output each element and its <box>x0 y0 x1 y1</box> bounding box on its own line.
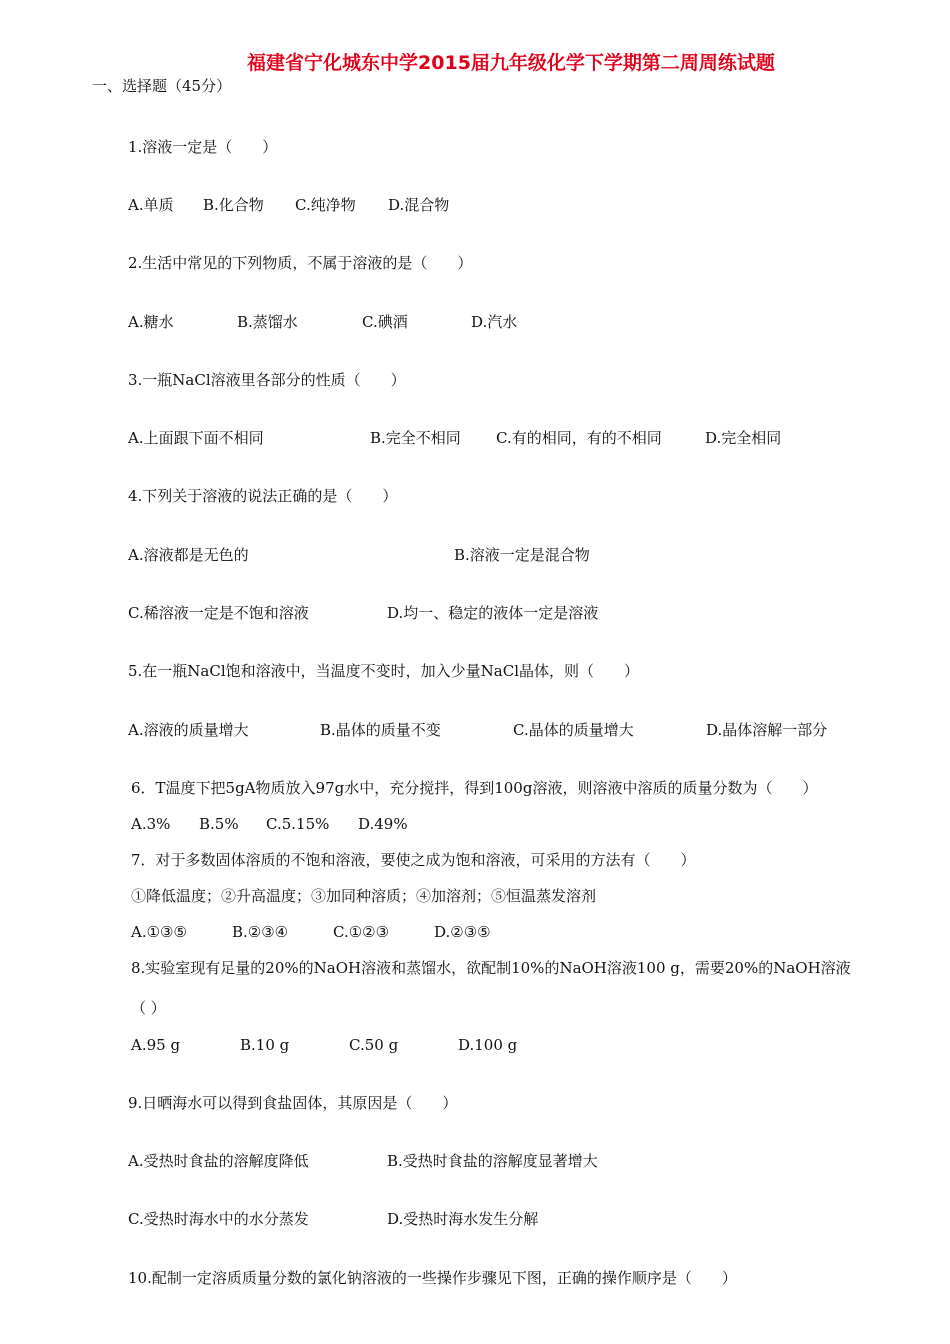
document-title: 福建省宁化城东中学2015届九年级化学下学期第二周周练试题 <box>247 52 775 74</box>
question-2-stem: 2.生活中常见的下列物质，不属于溶液的是（ ） <box>128 254 473 272</box>
question-7-option-c: C.①②③ <box>333 923 390 941</box>
question-2-option-a: A.糖水 <box>128 313 174 331</box>
question-3-option-b: B.完全不相同 <box>370 429 461 447</box>
question-1-option-a: A.单质 <box>128 196 174 214</box>
question-4-stem: 4.下列关于溶液的说法正确的是（ ） <box>128 487 398 505</box>
question-5-option-c: C.晶体的质量增大 <box>513 721 634 739</box>
question-10-stem: 10.配制一定溶质质量分数的氯化钠溶液的一些操作步骤见下图，正确的操作顺序是（ ） <box>128 1269 737 1287</box>
question-9-option-c: C.受热时海水中的水分蒸发 <box>128 1210 309 1228</box>
question-3-option-d: D.完全相同 <box>705 429 782 447</box>
question-8-option-b: B.10 g <box>240 1036 290 1054</box>
question-4-option-d: D.均一、稳定的液体一定是溶液 <box>387 604 599 622</box>
question-4-option-c: C.稀溶液一定是不饱和溶液 <box>128 604 309 622</box>
question-4-option-a: A.溶液都是无色的 <box>128 546 249 564</box>
question-8-option-d: D.100 g <box>458 1036 518 1054</box>
question-7-option-b: B.②③④ <box>232 923 289 941</box>
question-1-option-b: B.化合物 <box>203 196 264 214</box>
question-1-option-c: C.纯净物 <box>295 196 356 214</box>
question-7-stem: 7．对于多数固体溶质的不饱和溶液，要使之成为饱和溶液，可采用的方法有（ ） <box>131 851 696 869</box>
question-6-option-a: A.3% <box>131 815 171 833</box>
question-5-option-d: D.晶体溶解一部分 <box>706 721 828 739</box>
question-5-stem: 5.在一瓶NaCl饱和溶液中，当温度不变时，加入少量NaCl晶体，则（ ） <box>128 662 639 680</box>
question-2-option-c: C.碘酒 <box>362 313 408 331</box>
question-7-option-a: A.①③⑤ <box>131 923 187 941</box>
question-4-option-b: B.溶液一定是混合物 <box>454 546 590 564</box>
question-1-option-d: D.混合物 <box>388 196 450 214</box>
question-2-option-d: D.汽水 <box>471 313 518 331</box>
question-9-option-b: B.受热时食盐的溶解度显著增大 <box>387 1152 598 1170</box>
question-9-stem: 9.日晒海水可以得到食盐固体，其原因是（ ） <box>128 1094 458 1112</box>
question-1-stem: 1.溶液一定是（ ） <box>128 138 278 156</box>
section-heading: 一、选择题（45分） <box>92 77 232 95</box>
question-7-methods: ①降低温度；②升高温度；③加同种溶质；④加溶剂；⑤恒温蒸发溶剂 <box>131 887 597 905</box>
question-6-option-c: C.5.15% <box>266 815 330 833</box>
question-9-option-a: A.受热时食盐的溶解度降低 <box>128 1152 309 1170</box>
question-8-stem-continuation: （ ） <box>131 999 166 1017</box>
question-5-option-b: B.晶体的质量不变 <box>320 721 441 739</box>
question-8-option-c: C.50 g <box>349 1036 399 1054</box>
question-2-option-b: B.蒸馏水 <box>237 313 298 331</box>
question-5-option-a: A.溶液的质量增大 <box>128 721 249 739</box>
question-8-option-a: A.95 g <box>131 1036 181 1054</box>
question-3-option-c: C.有的相同，有的不相同 <box>496 429 662 447</box>
question-3-stem: 3.一瓶NaCl溶液里各部分的性质（ ） <box>128 371 406 389</box>
question-8-stem: 8.实验室现有足量的20%的NaOH溶液和蒸馏水，欲配制10%的NaOH溶液100 g，需要20%的NaOH溶液 <box>131 959 851 977</box>
question-6-stem: 6．T温度下把5gA物质放入97g水中，充分搅拌，得到100g溶液，则溶液中溶质的质量分数为（ ） <box>131 779 818 797</box>
question-3-option-a: A.上面跟下面不相同 <box>128 429 264 447</box>
question-6-option-d: D.49% <box>358 815 408 833</box>
question-7-option-d: D.②③⑤ <box>434 923 491 941</box>
question-6-option-b: B.5% <box>199 815 239 833</box>
question-9-option-d: D.受热时海水发生分解 <box>387 1210 539 1228</box>
